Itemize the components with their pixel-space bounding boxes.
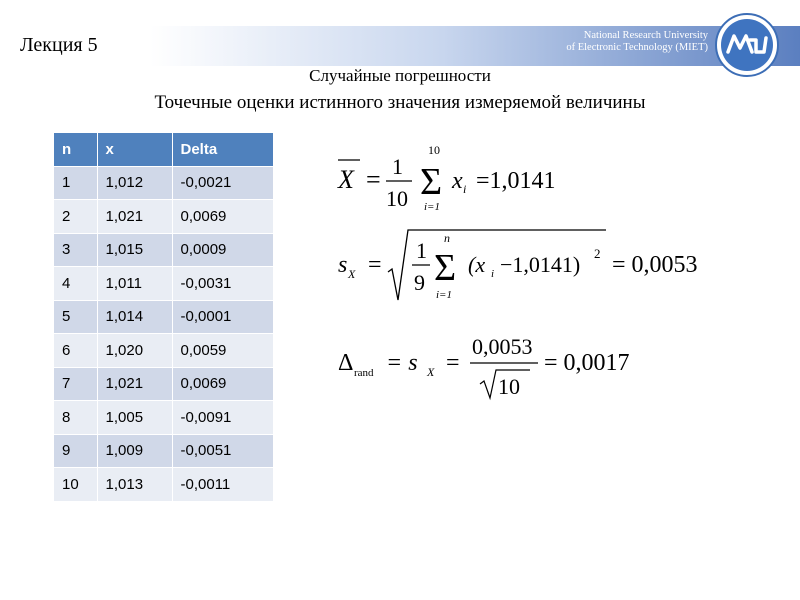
mean-term: x <box>452 168 463 194</box>
cell-x: 1,009 <box>97 434 172 468</box>
cell-n: 2 <box>54 200 97 234</box>
delta-mid-sub: X <box>427 365 435 379</box>
delta-mid: = s <box>386 350 418 376</box>
delta-equals: = <box>446 350 460 376</box>
delta-lhs: Δ <box>338 350 354 376</box>
cell-delta: 0,0059 <box>172 334 273 368</box>
university-line-1: National Research University <box>583 30 708 41</box>
delta-denominator: 10 <box>498 374 520 399</box>
cell-x: 1,021 <box>97 200 172 234</box>
sd-sum-upper: n <box>444 231 450 245</box>
lecture-label: Лекция 5 <box>20 34 98 56</box>
column-header-x: x <box>97 133 172 166</box>
cell-delta: 0,0069 <box>172 200 273 234</box>
sigma-icon: Σ <box>434 247 457 289</box>
cell-n: 7 <box>54 367 97 401</box>
slide-title: Точечные оценки истинного значения измеряемой величины <box>154 92 646 113</box>
table-row <box>54 166 273 200</box>
delta-numerator: 0,0053 <box>472 334 533 359</box>
table-row <box>54 334 273 368</box>
cell-x: 1,005 <box>97 401 172 435</box>
cell-delta: -0,0001 <box>172 300 273 334</box>
cell-x: 1,014 <box>97 300 172 334</box>
mean-numerator: 1 <box>392 154 403 179</box>
sd-result: = 0,0053 <box>612 252 698 278</box>
mean-sum-lower: i=1 <box>424 201 440 213</box>
table-row <box>54 233 273 267</box>
mean-equals: = <box>366 165 381 194</box>
table-row <box>54 367 273 401</box>
mean-result: =1,0141 <box>476 168 556 194</box>
slide-subtitle: Случайные погрешности <box>309 66 491 85</box>
cell-delta: 0,0009 <box>172 233 273 267</box>
cell-n: 6 <box>54 334 97 368</box>
table-row <box>54 434 273 468</box>
cell-n: 4 <box>54 267 97 301</box>
cell-delta: -0,0051 <box>172 434 273 468</box>
university-name <box>566 30 708 54</box>
column-header-delta: Delta <box>172 133 273 166</box>
cell-x: 1,020 <box>97 334 172 368</box>
cell-n: 1 <box>54 166 97 200</box>
cell-delta: 0,0069 <box>172 367 273 401</box>
cell-n: 8 <box>54 401 97 435</box>
mean-formula <box>330 140 590 220</box>
sd-open: (x <box>468 252 486 277</box>
sd-denominator: 9 <box>414 270 425 295</box>
cell-n: 10 <box>54 468 97 502</box>
table-header-row <box>54 133 273 166</box>
sd-term-sub: i <box>491 268 495 280</box>
table-row <box>54 300 273 334</box>
sd-formula <box>330 224 730 308</box>
cell-delta: -0,0031 <box>172 267 273 301</box>
cell-n: 5 <box>54 300 97 334</box>
cell-delta: -0,0021 <box>172 166 273 200</box>
sd-lhs-sub: X <box>348 267 356 281</box>
mean-sum-upper: 10 <box>428 143 440 157</box>
table-row <box>54 468 273 502</box>
sd-numerator: 1 <box>416 238 427 263</box>
cell-delta: -0,0011 <box>172 468 273 502</box>
university-line-2: of Electronic Technology (MIET) <box>566 42 708 53</box>
sd-equals: = <box>368 252 382 278</box>
delta-result: = 0,0017 <box>544 350 630 376</box>
delta-formula <box>330 326 670 406</box>
table-row <box>54 401 273 435</box>
table-row <box>54 200 273 234</box>
measurement-table <box>54 133 274 501</box>
delta-lhs-sub: rand <box>354 367 374 379</box>
sd-minus: −1,0141) <box>500 252 581 277</box>
cell-n: 9 <box>54 434 97 468</box>
sd-lhs: s <box>338 252 348 278</box>
cell-x: 1,013 <box>97 468 172 502</box>
cell-x: 1,015 <box>97 233 172 267</box>
cell-x: 1,011 <box>97 267 172 301</box>
cell-n: 3 <box>54 233 97 267</box>
mean-denominator: 10 <box>386 186 408 211</box>
cell-x: 1,021 <box>97 367 172 401</box>
sd-square: 2 <box>594 246 601 261</box>
cell-delta: -0,0091 <box>172 401 273 435</box>
table-row <box>54 267 273 301</box>
sd-sum-lower: i=1 <box>436 289 452 301</box>
cell-x: 1,012 <box>97 166 172 200</box>
mean-term-sub: i <box>463 182 467 196</box>
mean-lhs: X <box>338 165 354 194</box>
sigma-icon: Σ <box>420 161 443 203</box>
column-header-n: n <box>54 133 97 166</box>
